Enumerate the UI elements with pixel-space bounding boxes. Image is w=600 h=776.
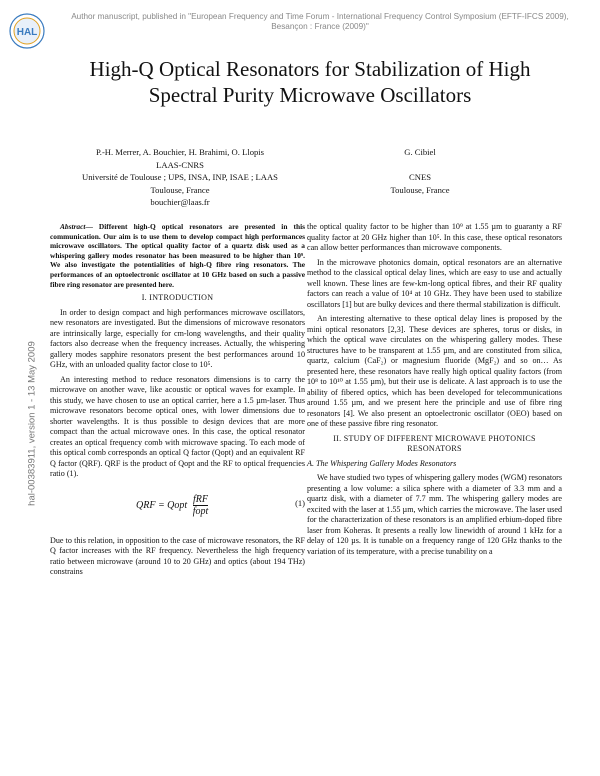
hal-logo-text: HAL xyxy=(16,27,38,38)
author-org-right: CNES xyxy=(409,172,431,183)
intro-paragraph-1: In order to design compact and high performances microwave oscillators, new resonators are investigated. But the dimensions of microwave resonators are intrinsically large, especially for cm-long wavelengths, and their quality factors also decrease when the frequency increases. Actually, the whispering gallery modes sapphire resonators present the best performances around 10 GHz, with an unloaded quality factor close to 10⁵. xyxy=(50,307,305,370)
section-2-heading-line-2: RESONATORS xyxy=(407,444,462,453)
authors-right xyxy=(355,146,485,196)
title-line-2: Spectral Purity Microwave Oscillators xyxy=(148,83,472,107)
right-column xyxy=(307,222,562,561)
authors-left xyxy=(50,146,310,209)
author-lab: LAAS-CNRS xyxy=(156,159,204,170)
author-names: P.-H. Merrer, A. Bouchier, H. Brahimi, O. Llopis xyxy=(95,147,265,157)
abstract-text: — Different high-Q optical resonators are presented in this communication. Our aim is to use them to develop compact high performances microwave oscillators. The optical quality factor of a quartz disk used as a whispering gallery modes resonator has been measured to be higher than 10⁹. We also investigate the potentialities of high-Q fibre ring resonators. The performances of an optoelectronic oscillator at 10 GHz based on such a passive fibre ring resonator are presented here. xyxy=(50,222,305,289)
equation-fraction xyxy=(193,494,209,517)
equation-denominator: fopt xyxy=(192,505,209,517)
author-email[interactable]: bouchier@laas.fr xyxy=(150,197,210,208)
equation-numerator: fRF xyxy=(192,493,208,505)
section-1-heading: I. INTRODUCTION xyxy=(141,293,214,303)
equation-body xyxy=(136,494,208,517)
author-affiliation: Université de Toulouse ; UPS, INSA, INP, ISAE ; LAAS xyxy=(82,172,278,183)
right-paragraph-2: In the microwave photonics domain, optical resonators are an alternative method to the classical optical delay lines, which are easy to use and actually well known. These lines are few-km-long optical fibres, and their RF quality factors can reach a value of 10⁴ at 10 GHz. They have been used to stabilize oscillators [1] but are bulky devices and there thermal stabilization is difficult. xyxy=(307,257,562,309)
subsection-a-heading: A. The Whispering Gallery Modes Resonators xyxy=(307,458,457,468)
abstract-label: Abstract xyxy=(60,222,86,231)
author-city: Toulouse, France xyxy=(150,184,210,195)
section-2-heading-line-1: II. STUDY OF DIFFERENT MICROWAVE PHOTONICS xyxy=(333,433,536,443)
abstract xyxy=(50,222,305,289)
hal-identifier: hal-00383911, version 1 - 13 May 2009 xyxy=(26,341,38,506)
manuscript-header: Author manuscript, published in "European Frequency and Time Forum - International Frequency Control Symposium (EFTF-IFCS 2009), Besançon : France (2009)" xyxy=(71,12,569,31)
equation-number: (1) xyxy=(295,497,305,508)
intro-paragraph-3: Due to this relation, in opposition to the case of microwave resonators, the RF Q factor increases with the RF frequency. Nevertheless the high frequency ratio between microwave (around 10 to 20 GHz) and optics (about 194 THz) constrains xyxy=(50,535,305,577)
equation-1 xyxy=(50,488,305,528)
right-paragraph-1: the optical quality factor to be higher than 10⁹ at 1.55 µm to guaranty a RF quality factor at 20 GHz higher than 10⁵. In this case, these optical resonators can allow better performances than microwave components. xyxy=(307,222,562,252)
right-paragraph-4: We have studied two types of whispering gallery modes (WGM) resonators presenting a low volume: a silica sphere with a diameter of 3.3 mm and a quartz disk, with a diameter of 7.7 mm. The whispering gallery modes are excited with the laser at 1.55 µm, which carries the microwave. The laser used for the characterization of these resonators is an amplified erbium-doped fibre laser from Koheras. It presents a really low linewidth of around 1 kHz for a delay of 120 µs. It is tunable on a frequency range of 120 GHz thanks to the variation of its temperature, with a precise tunability on a xyxy=(307,473,562,556)
intro-paragraph-2: An interesting method to reduce resonators dimensions is to carry the microwave on another wave, like acoustic or optical waves for example. In this study, we have chosen to use an optical carrier, here a 1.5 µm-laser. Thus microwave resonators become optical ones, with lower dimensions due to shorter wavelengths. It is thus possible to design devices that are more compact than the actual microwave ones. In this case, the optical resonator creates an optical frequency comb with microwave spacing. To each mode of this optical comb corresponds an optical Q factor (Qopt) and an equivalent RF Q factor (QRF). QRF is the product of Qopt and the RF to optical frequencies ratio (1). xyxy=(50,374,305,479)
author-city-right: Toulouse, France xyxy=(390,184,450,195)
title-line-1: High-Q Optical Resonators for Stabilization of High xyxy=(89,57,531,81)
hal-logo-icon xyxy=(6,10,48,52)
paper-title xyxy=(30,56,590,108)
left-column xyxy=(50,222,305,582)
equation-lhs: QRF = Qopt xyxy=(136,499,188,511)
right-paragraph-3: An interesting alternative to these optical delay lines is proposed by the mini optical resonators [2,3]. These devices are spheres, torus or disks, in which the optical wave circulates on the whispering gallery modes. These structures have to be transparent at 1.55 µm, and are constituted from silica, quartz, calcium (CaF₂) or magnesium fluoride (MgF₂) and so on… As presented here, these resonators have really high optical quality factors (from 10⁸ to 10¹⁰ at 1.55 µm), but their use is delicate. A last approach is to use the ability of fibered optics, which has been developed for telecommunications around 1.55 µm, and we present here the principle and use of fibre ring resonators [4]. We also present an optoelectronic oscillator (OEO) based on one of these passive fibre ring resonator. xyxy=(307,314,562,428)
author-names-right: G. Cibiel xyxy=(404,147,436,157)
